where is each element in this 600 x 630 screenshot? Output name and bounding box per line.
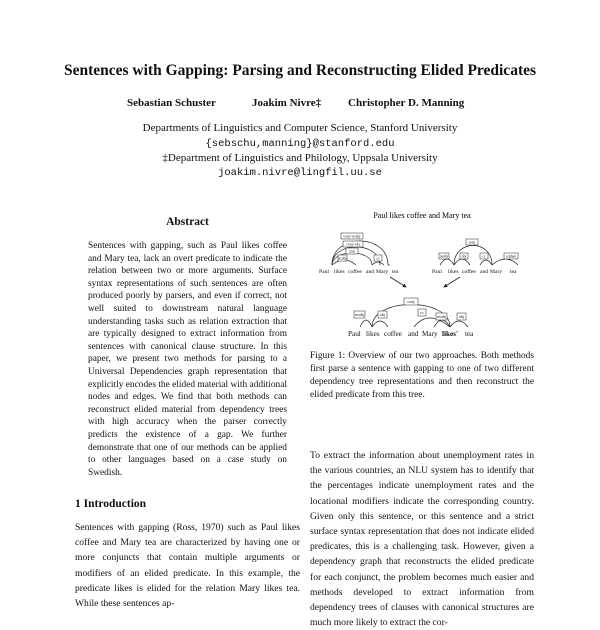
arrow-right [444, 277, 460, 287]
bottom-word-tea: tea [465, 330, 474, 338]
label-bottom-cc: cc [420, 310, 424, 315]
paper-title: Sentences with Gapping: Parsing and Reconstructing Elided Predicates [63, 62, 537, 79]
arrow-left [390, 277, 406, 287]
author-3: Christopher D. Manning [348, 97, 465, 109]
left-word-paul: Paul [319, 269, 329, 275]
author-1: Sebastian Schuster [127, 97, 216, 109]
email-1: {sebschu,manning}@stanford.edu [205, 138, 395, 150]
label-bottom-conj: conj [407, 299, 415, 304]
right-column-body: To extract the information about unemployment rates in the various countries, an NLU system has to identify that the percentages indicate unemployment rates and the locational modifiers indicate the corresponding country. Given only this sentence, or this sentence and a strict surface syntax representation that does not indicate elided predicates, this is a challenging task. However, given a dependency graph that reconstructs the elided predicate for each conjunct, the problem becomes much easier and methods developed to extract information from dependency trees of clauses with canonical structures are much more likely to extract the cor- [310, 450, 534, 629]
right-word-and: and [480, 269, 489, 275]
label-bottom-obj-1: obj [379, 312, 386, 317]
label-bottom-nsubj-1: nsubj [354, 312, 365, 317]
bottom-word-paul: Paul [348, 330, 361, 338]
label-conj-nsubj: conj>nsubj [343, 234, 361, 239]
label-conj: conj [348, 249, 356, 254]
label-right-conj: conj [468, 240, 476, 245]
left-word-coffee: coffee [348, 269, 362, 275]
reconstructed-graph [360, 305, 468, 328]
bottom-word-mary: Mary [422, 330, 438, 338]
email-2: joakim.nivre@lingfil.uu.se [218, 167, 382, 179]
label-conj-obj: conj>obj [346, 242, 360, 247]
author-2: Joakim Nivre‡ [252, 97, 322, 109]
label-right-nsubj: nsubj [439, 254, 449, 259]
right-word-paul: Paul [432, 269, 442, 275]
bottom-word-coffee: coffee [384, 330, 402, 338]
right-word-mary: Mary [490, 269, 503, 275]
right-word-coffee: coffee [462, 269, 476, 275]
abstract-body: Sentences with gapping, such as Paul likes coffee and Mary tea, lack an overt predicate to indicate the relation between two or more arguments. Surface syntax representations of such sentences are often produced poorly by parsers, and even if correct, not well suited to downstream natural language understanding tasks such as relation extraction that are typically designed to extract information from sentences with canonical clause structure. In this paper, we present two methods for parsing to a Universal Dependencies graph representation that explicitly encodes the elided material with additional nodes and edges. We find that both methods can reconstruct elided material from dependency trees with high accuracy when the parser correctly predicts the existence of a gap. We further demonstrate that one of our methods can be applied to other languages based on a case study on Swedish. [88, 241, 287, 478]
figure-sentence: Paul likes coffee and Mary tea [373, 211, 471, 220]
figure-1-diagram [310, 205, 534, 345]
abstract-heading: Abstract [166, 216, 209, 228]
label-right-obj: obj [461, 254, 467, 259]
bottom-word-likes: likes [366, 330, 380, 338]
section-heading-introduction: 1 Introduction [75, 498, 147, 510]
label-bottom-obj-2: obj [458, 314, 465, 319]
label-orphan: orphan [505, 254, 517, 259]
introduction-body: Sentences with gapping (Ross, 1970) such as Paul likes coffee and Mary tea are characterized by having one or more conjuncts that contain multiple arguments or modifiers of an elided predicate. In this example, the predicate likes is elided for the relation Mary likes tea. While these sentences ap- [75, 522, 300, 610]
left-word-tea: tea [392, 269, 399, 275]
right-word-tea: tea [510, 269, 517, 275]
bottom-word-and: and [408, 330, 419, 338]
left-word-mary: Mary [376, 269, 389, 275]
label-bottom-nsubj-2: nsubj [436, 314, 447, 319]
left-word-and: and [366, 269, 375, 275]
left-word-likes: likes [334, 269, 345, 275]
affiliation-2: ‡Department of Linguistics and Philology, Uppsala University [162, 152, 438, 164]
bottom-word-likes-prime: likes' [442, 330, 458, 338]
label-right-cc: cc [482, 254, 486, 259]
right-word-likes: likes [448, 269, 459, 275]
figure-1-caption: Figure 1: Overview of our two approaches. Both methods first parse a sentence with gapping to one of two different dependency tree representations and then reconstruct the elided predicate from this tree. [310, 351, 534, 400]
label-nsubj: nsubj [338, 256, 347, 261]
affiliation-1: Departments of Linguistics and Computer Science, Stanford University [142, 122, 458, 134]
label-cc: cc [376, 256, 380, 261]
